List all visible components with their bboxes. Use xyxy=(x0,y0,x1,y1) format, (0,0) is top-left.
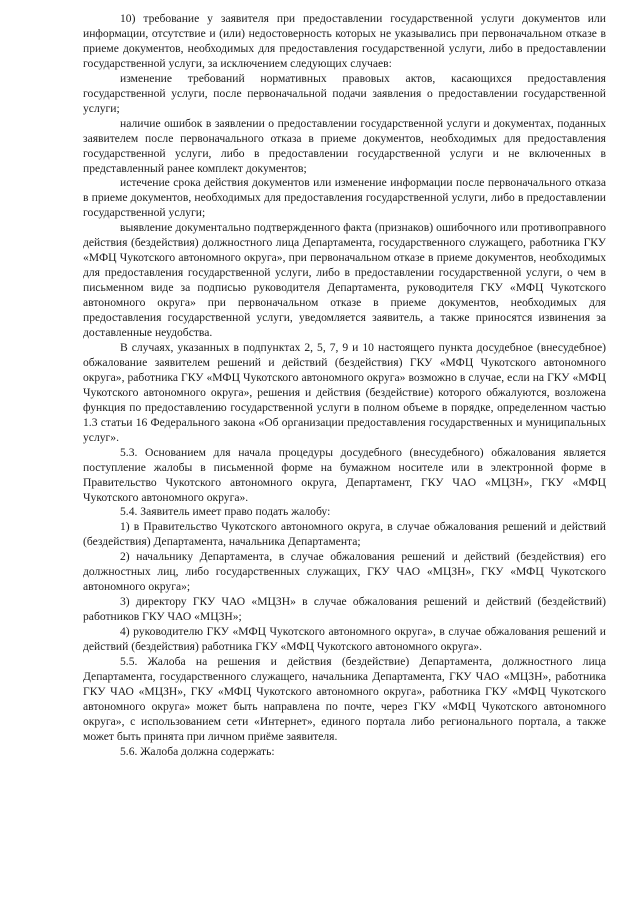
paragraph-item-10: 10) требование у заявителя при предоставлении государственной услуги документов или информации, отсутствие и (или) недостоверность которых не указывались при первоначальном отказе в приеме документов, необходимых для предоставления государственной услуги, либо в предоставлении государственной услуги, за исключением следующих случаев: xyxy=(83,12,606,70)
paragraph-exception-regulatory-change: изменение требований нормативных правовых актов, касающихся предоставления государственной услуги, после первоначальной подачи заявления о предоставлении государственной услуги; xyxy=(83,71,606,115)
paragraph-exception-unlawful-action: выявление документально подтвержденного факта (признаков) ошибочного или противоправного действия (бездействия) должностного лица Департамента, государственного служащего, работника ГКУ «МФЦ Чукотского автономного округа», при первоначальном отказе в приеме документов, необходимых для предоставления государственной услуги, либо в предоставлении государственной услуги, о чем в письменном виде за подписью руководителя Департамента, руководителя ГКУ «МФЦ Чукотского автономного округа» при первоначальном отказе в приеме документов, необходимых для предоставления государственной услуги, уведомляется заявитель, а также приносятся извинения за доставленные неудобства. xyxy=(83,221,606,340)
paragraph-5-3: 5.3. Основанием для начала процедуры досудебного (внесудебного) обжалования является поступление жалобы в письменной форме на бумажном носителе или в электронной форме в Правительство Чукотского автономного округа, Департамент, ГКУ ЧАО «МЦЗН», ГКУ «МФЦ Чукотского автономного округа». xyxy=(83,445,606,504)
paragraph-5-4-item-2: 2) начальнику Департамента, в случае обжалования решений и действий (бездействия) его должностных лиц, либо государственных служащих, ГКУ ЧАО «МЦЗН», ГКУ «МФЦ Чукотского автономного округа»; xyxy=(83,550,606,594)
paragraph-5-4: 5.4. Заявитель имеет право подать жалобу: xyxy=(120,505,331,519)
document-page xyxy=(83,12,606,760)
paragraph-5-5: 5.5. Жалоба на решения и действия (бездействие) Департамента, должностного лица Департамента, государственного служащего, начальника Департамента, ГКУ ЧАО «МЦЗН», работника ГКУ ЧАО «МЦЗН», ГКУ «МФЦ Чукотского автономного округа», работника ГКУ «МФЦ Чукотского автономного округа» может быть направлена по почте, через ГКУ «МФЦ Чукотского автономного округа», с использованием сети «Интернет», единого портала либо регионального портала, а также может быть принята при личном приёме заявителя. xyxy=(83,654,606,743)
paragraph-5-4-item-4: 4) руководителю ГКУ «МФЦ Чукотского автономного округа», в случае обжалования решений и действий (бездействия) работника ГКУ «МФЦ Чукотского автономного округа». xyxy=(83,625,606,654)
paragraph-exception-errors: наличие ошибок в заявлении о предоставлении государственной услуги и документах, поданных заявителем после первоначального отказа в приеме документов, необходимых для предоставления государственной услуги, либо в предоставлении государственной услуги и не включенных в представленный ранее комплект документов; xyxy=(83,116,606,175)
paragraph-5-4-item-1: 1) в Правительство Чукотского автономного округа, в случае обжалования решений и действий (бездействия) Департамента, начальника Департамента; xyxy=(83,520,606,549)
paragraph-5-4-item-3: 3) директору ГКУ ЧАО «МЦЗН» в случае обжалования решений и действий (бездействий) работников ГКУ ЧАО «МЦЗН»; xyxy=(83,595,606,624)
paragraph-mfc-appeal-cases: В случаях, указанных в подпунктах 2, 5, 7, 9 и 10 настоящего пункта досудебное (внесудебное) обжалование заявителем решений и действий (бездействия) ГКУ «МФЦ Чукотского автономного округа», работника ГКУ «МФЦ Чукотского автономного округа» возможно в случае, если на ГКУ «МФЦ Чукотского автономного округа», решения и действия (бездействие) которого обжалуются, возложена функция по предоставлению государственной услуги в полном объеме в порядке, определенном частью 1.3 статьи 16 Федерального закона «Об организации предоставления государственных и муниципальных услуг». xyxy=(83,340,606,444)
paragraph-5-6: 5.6. Жалоба должна содержать: xyxy=(120,744,275,758)
paragraph-exception-expiry: истечение срока действия документов или изменение информации после первоначального отказа в приеме документов, необходимых для предоставления государственной услуги, либо в предоставлении государственной услуги; xyxy=(83,176,606,220)
